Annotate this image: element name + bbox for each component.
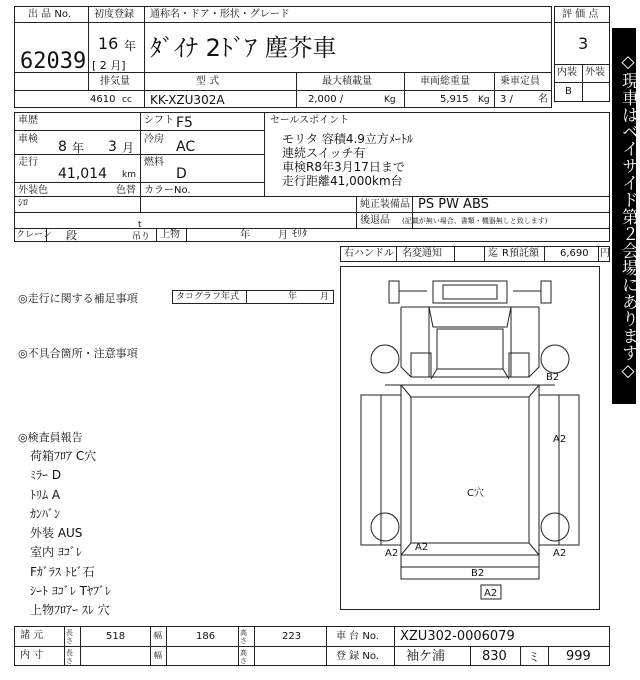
color-no-label: 色替 <box>116 185 136 196</box>
interior-label: 内装 <box>557 67 577 78</box>
exterior-label: 外装 <box>585 67 605 78</box>
capacity-unit: 名 <box>538 94 548 105</box>
mark-a2-bottom-left-1: A2 <box>385 548 399 559</box>
tax-until-label: 迄 <box>488 248 498 259</box>
lot-no-label: 出 品 No. <box>28 9 71 20</box>
reg-label: 登 録 No. <box>336 651 379 662</box>
capacity-label: 乗車定員 <box>500 76 540 87</box>
reg-area: 袖ケ浦 <box>406 649 446 664</box>
first-reg-month: [ 2 月] <box>92 59 126 72</box>
width-label-inner: 幅 <box>154 651 162 660</box>
mark-b2-bottom: B2 <box>471 568 485 579</box>
side-banner-text: ◇現車はベイサイド第２会場にあります◇ <box>618 51 638 381</box>
crane-label: クレーン <box>16 230 52 240</box>
inspection-month: 3 <box>108 139 117 155</box>
inspector-item: 上物ﾌﾛｱｰ ｽﾚ 穴 <box>30 603 110 618</box>
crane-dan: 段 <box>66 229 77 242</box>
inspection-year: 8 <box>58 139 67 155</box>
recycle-label: R預託額 <box>502 248 539 259</box>
interior-score: B <box>565 86 572 97</box>
inspector-item: 荷箱ﾌﾛｱ C穴 <box>30 449 97 463</box>
score: 3 <box>578 34 589 53</box>
ext-color: ｼﾛ <box>18 198 28 209</box>
handle-position: 右ハンドル <box>344 248 394 259</box>
fuel: D <box>176 166 187 182</box>
uemono-maker: ﾓﾘﾀ <box>292 229 307 240</box>
car-name: ﾀﾞｲﾅ 2ﾄﾞｱ 塵芥車 <box>150 34 337 62</box>
genuine-label: 純正装備品 <box>360 199 410 210</box>
max-load-label: 最大積載量 <box>322 76 372 87</box>
uemono-label: 上物 <box>160 229 180 240</box>
side-banner <box>612 28 636 404</box>
shift-label: シフト <box>144 115 174 126</box>
sales-point-item: モリタ 容積4.9立方ﾒｰﾄﾙ <box>282 132 413 146</box>
uemono-month: 月 <box>278 230 288 241</box>
displacement-label: 排気量 <box>100 76 130 87</box>
length-label-inner: 長さ <box>66 649 73 665</box>
inspector-item: Fｶﾞﾗｽ ﾄﾋﾞ石 <box>30 564 95 579</box>
ac-label: 冷房 <box>144 134 164 145</box>
color-code-label: カラーNo. <box>144 185 191 196</box>
reg-class: 830 <box>482 649 507 664</box>
score-label: 評 価 点 <box>562 9 599 20</box>
sales-point-item: 車検R8年3月17日まで <box>282 160 405 174</box>
model: KK-XZU302A <box>150 93 225 107</box>
tacho-year: 年 <box>288 292 298 302</box>
gross-weight-unit: Kg <box>478 95 490 105</box>
mark-a2-right: A2 <box>553 434 567 445</box>
capacity: 3 / <box>500 94 513 105</box>
inspector-report-list <box>30 447 111 621</box>
name-change-notice: 名変通知 <box>402 248 442 259</box>
inspection-year-unit: 年 <box>72 141 85 155</box>
height-label: 高さ <box>240 629 247 645</box>
recycle-unit: 円 <box>600 248 610 259</box>
mileage-label: 走行 <box>18 157 38 168</box>
tacho-month: 月 <box>320 292 330 302</box>
ac: AC <box>176 139 196 155</box>
displacement: 4610 <box>90 94 116 105</box>
inspector-item: ﾄﾘﾑ A <box>30 487 61 502</box>
first-reg-year: 16 <box>98 34 119 53</box>
inspection-label: 車検 <box>18 134 38 145</box>
length-value: 518 <box>106 631 126 642</box>
sales-point-item: 走行距離41,000km台 <box>282 174 403 188</box>
recycle-amount: 6,690 <box>560 248 589 259</box>
uemono-year: 年 <box>240 230 250 241</box>
inspector-item: ｶﾝﾊﾞﾝ <box>30 506 61 521</box>
genuine: PS PW ABS <box>418 197 489 212</box>
inspector-item: ｼｰﾄ ﾖｺﾞﾚ Tﾔﾌﾞﾚ <box>30 584 111 599</box>
chassis-label: 車 台 No. <box>336 631 379 642</box>
inspection-month-unit: 月 <box>122 141 135 155</box>
driving-notes-title: ◎走行に関する補足事項 <box>18 292 138 305</box>
sales-point-list <box>282 130 413 186</box>
crane-tsuri: 吊り <box>132 232 151 242</box>
inspector-item: ﾐﾗｰ D <box>30 468 62 483</box>
mileage-unit: km <box>122 170 136 180</box>
damage-diagram <box>340 266 600 610</box>
mileage: 41,014 <box>58 166 107 182</box>
inspector-item: 外装 AUS <box>30 526 83 541</box>
reg-number: 999 <box>566 649 591 664</box>
width-label: 幅 <box>154 631 162 640</box>
mark-a2-bottom-right: A2 <box>553 548 567 559</box>
max-load: 2,000 / <box>308 94 344 105</box>
history-label: 車歴 <box>18 115 38 126</box>
length-label: 長さ <box>66 629 73 645</box>
tacho-label: タコグラフ年式 <box>176 292 240 302</box>
crane-t: t <box>138 220 142 230</box>
defect-notes-title: ◎不具合箇所・注意事項 <box>18 347 138 360</box>
height-label-inner: 高さ <box>240 649 247 665</box>
first-reg-year-unit: 年 <box>124 39 137 53</box>
gross-weight-label: 車両総重量 <box>420 76 470 87</box>
inner-dims-label: 内 寸 <box>20 650 44 661</box>
width-value: 186 <box>196 631 216 642</box>
aftermarket-note: (記載が無い場合、書類・機器無しと致します) <box>402 217 548 225</box>
sales-point-item: 連続スイッチ有 <box>282 146 366 160</box>
model-label: 型 式 <box>196 76 220 87</box>
height-value: 223 <box>282 631 302 642</box>
reg-kana: ミ <box>528 650 541 664</box>
inspector-report-title: ◎検査員報告 <box>18 431 83 444</box>
chassis-no: XZU302-0006079 <box>400 629 515 644</box>
lot-no: 62039 <box>20 49 87 74</box>
mark-b2-top: B2 <box>546 372 560 383</box>
displacement-unit: cc <box>122 95 132 105</box>
mark-a2-rear: A2 <box>484 588 498 599</box>
first-reg-label: 初度登録 <box>94 9 134 20</box>
gross-weight: 5,915 <box>440 94 469 105</box>
aftermarket-label: 後退品 <box>360 215 390 226</box>
car-name-label: 通称名・ドア・形状・グレード <box>150 9 290 20</box>
shift: F5 <box>176 115 193 131</box>
ext-color-label: 外装色 <box>18 185 48 196</box>
dims-label: 諸 元 <box>20 630 44 641</box>
fuel-label: 燃料 <box>144 157 164 168</box>
inspector-item: 室内 ﾖｺﾞﾚ <box>30 545 82 560</box>
mark-c-hole: C穴 <box>467 488 484 499</box>
sales-point-label: セールスポイント <box>270 115 350 126</box>
mark-a2-bottom-left-2: A2 <box>415 542 429 553</box>
max-load-unit: Kg <box>384 95 396 105</box>
